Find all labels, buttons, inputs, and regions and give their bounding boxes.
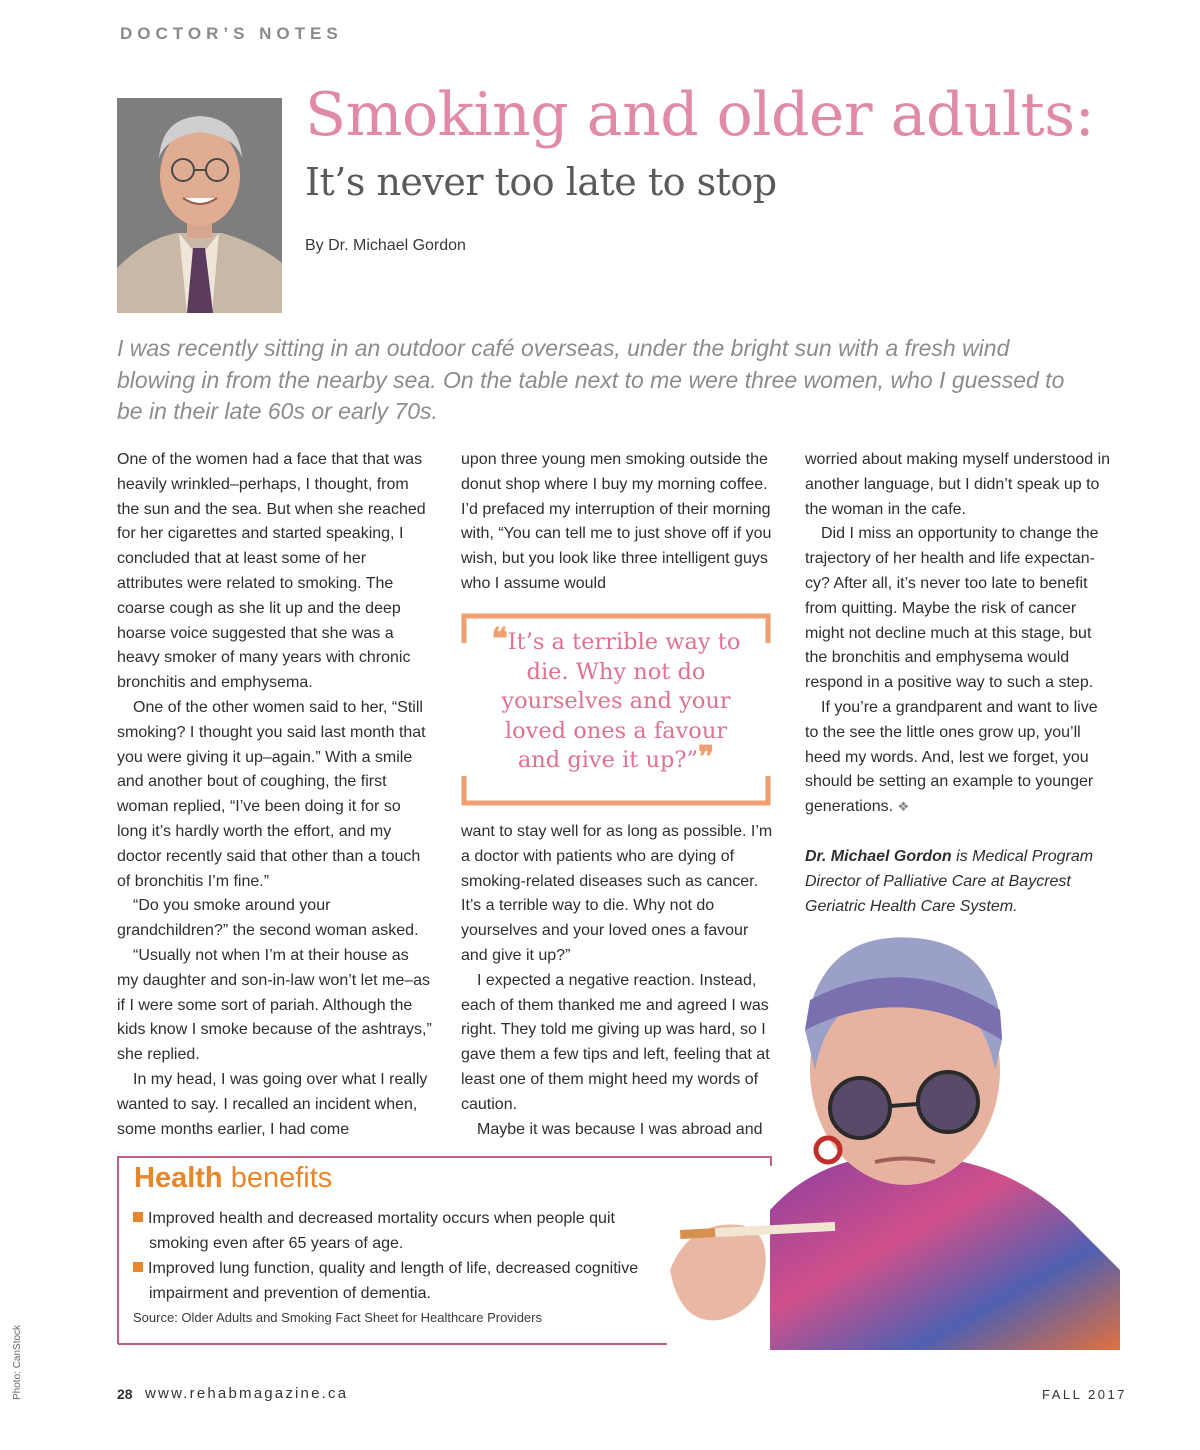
pull-quote bbox=[461, 613, 771, 806]
bullet-square-icon bbox=[133, 1262, 143, 1272]
article-subtitle: It’s never too late to stop bbox=[305, 160, 777, 204]
intro-paragraph: I was recently sitting in an outdoor café overseas, under the bright sun with a fresh wind blowing in from the nearby sea. On the table next to me were three women, who I guessed to be in their late 60s or early 70s. bbox=[117, 335, 1065, 424]
paragraph: worried about making myself understood in another language, but I didn’t speak up to the woman in the cafe. bbox=[805, 451, 1111, 518]
close-quote-icon: ❞ bbox=[697, 740, 715, 775]
end-mark-icon: ❖ bbox=[897, 799, 910, 815]
paragraph: want to stay well for as long as possible. I’m a doctor with patients who are dying of smoking-related diseases such as cancer. It’s a terrible way to die. Why not do yourselves and your loved ones a favour and give it up?” bbox=[461, 823, 773, 964]
author-photo bbox=[117, 98, 282, 313]
paragraph: upon three young men smoking outside the donut shop where I buy my morning coffee. I’d prefaced my interruption of their morning with, “You can tell me to just shove off if you wish, but you look like three intelligent guys who I assume would bbox=[461, 451, 772, 592]
paragraph: Maybe it was because I was abroad and bbox=[477, 1120, 763, 1138]
health-benefits-box bbox=[117, 1156, 772, 1346]
photo-credit: Photo: CanStock bbox=[12, 1324, 23, 1400]
benefit-item: Improved lung function, quality and length of life, decreased cognitive impairment and prevention of dementia. bbox=[133, 1256, 673, 1306]
issue-label: FALL 2017 bbox=[1042, 1387, 1127, 1402]
benefits-title: Health benefits bbox=[134, 1162, 333, 1194]
benefit-item: Improved health and decreased mortality occurs when people quit smoking even after 65 years of age. bbox=[133, 1206, 673, 1256]
paragraph: One of the other women said to her, “Still smoking? I thought you said last month that you were giving it up–again.” With a smile and another bout of coughing, the first woman replied, “I’ve been doing it for so long it’s hardly worth the effort, and my doctor recently said that other than a touch of bronchitis I’m fine.” bbox=[117, 698, 426, 890]
paragraph: In my head, I was going over what I really wanted to say. I recalled an incident when, some months earlier, I had come bbox=[117, 1070, 428, 1138]
column-3 bbox=[805, 448, 1115, 820]
bullet-square-icon bbox=[133, 1212, 143, 1222]
paragraph: One of the women had a face that that was heavily wrinkled–perhaps, I thought, from the sun and the sea. But when she reached for her cigarettes and started speaking, I concluded that at least some of her attributes were related to smoking. The coarse cough as she lit up and the deep hoarse voice suggested that she was a heavy smoker of many years with chronic bronchitis and emphysema. bbox=[117, 451, 426, 692]
page-number: 28 bbox=[117, 1386, 133, 1402]
paragraph: Did I miss an opportunity to change the trajectory of her health and life expectan-cy? After all, it’s never too late to benefit from quitting. Maybe the risk of cancer might not decline much at this stage, but the bronchitis and emphysema would respond in a positive way to such a step. bbox=[805, 525, 1099, 692]
open-quote-icon: ❝ bbox=[491, 622, 508, 657]
column-2-top bbox=[461, 448, 776, 597]
paragraph: I expected a negative reaction. Instead, each of them thanked me and agreed I was right. They told me giving up was hard, so I gave them a few tips and left, feeling that at least one of them might heed my words of caution. bbox=[461, 971, 770, 1113]
section-label: DOCTOR’S NOTES bbox=[120, 24, 343, 43]
benefits-source: Source: Older Adults and Smoking Fact Sheet for Healthcare Providers bbox=[133, 1310, 542, 1325]
author-bio: Dr. Michael Gordon is Medical Program Director of Palliative Care at Baycrest Geriatric Health Care System. bbox=[805, 848, 1094, 915]
byline: By Dr. Michael Gordon bbox=[305, 237, 466, 254]
paragraph: If you’re a grandparent and want to live to the see the little ones grow up, you’ll heed my words. And, lest we forget, you should be setting an example to younger generations. ❖ bbox=[805, 698, 1098, 816]
paragraph: “Usually not when I’m at their house as my daughter and son-in-law won’t let me–as if I were some sort of pariah. Although the kids know I smoke because of the ashtrays,” she replied. bbox=[117, 946, 432, 1064]
article-title: Smoking and older adults: bbox=[305, 80, 1095, 150]
paragraph: “Do you smoke around your grandchildren?” the second woman asked. bbox=[117, 897, 419, 940]
website-url: www.rehabmagazine.ca bbox=[145, 1385, 349, 1402]
column-1 bbox=[117, 448, 432, 1142]
pull-quote-text: ❝It’s a terrible way to die. Why not do yourselves and your loved ones a favour and give it up?”❞ bbox=[491, 622, 741, 775]
